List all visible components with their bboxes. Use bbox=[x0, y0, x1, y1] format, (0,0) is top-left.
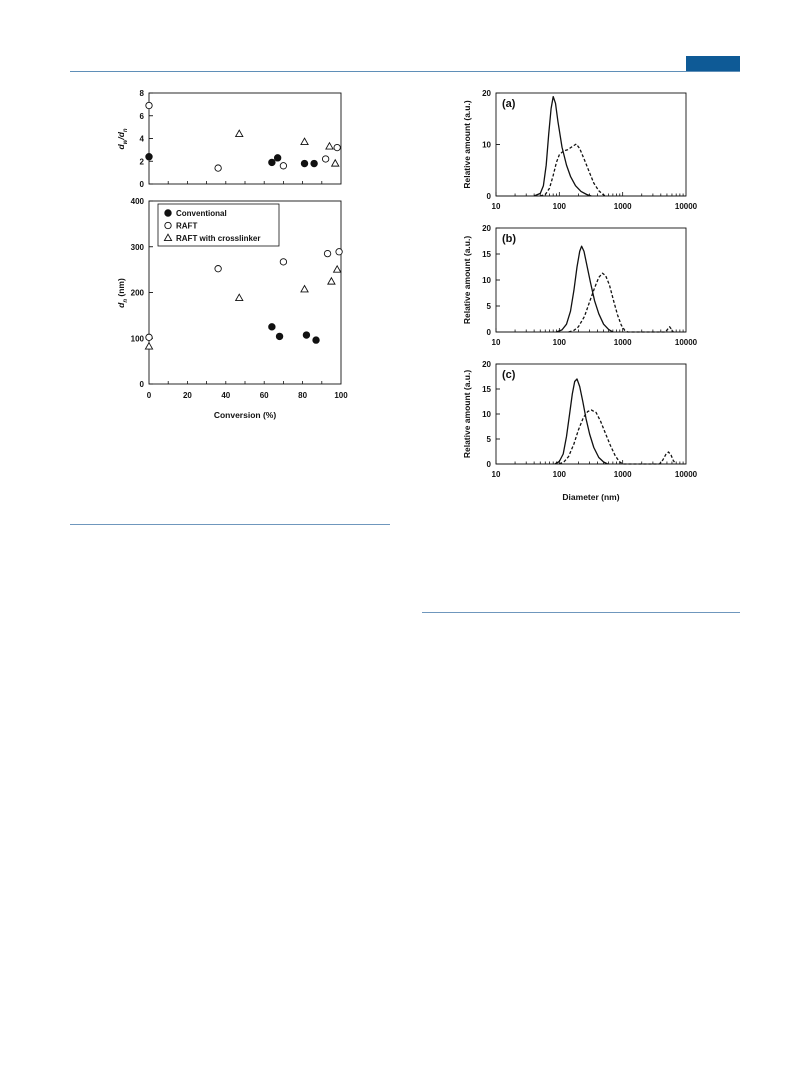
b-x-tick-label: 1000 bbox=[613, 338, 632, 347]
legend-label: RAFT with crosslinker bbox=[176, 234, 261, 243]
c-x-tick-label: 100 bbox=[552, 470, 567, 479]
b-x-tick-label: 10 bbox=[491, 338, 501, 347]
a-plot-frame bbox=[496, 93, 686, 196]
bottom-point-open-circle bbox=[324, 250, 330, 256]
top-point-filled-circle bbox=[311, 160, 317, 166]
c-x-tick-label: 1000 bbox=[613, 470, 632, 479]
b-x-tick-label: 100 bbox=[552, 338, 567, 347]
right-chart bbox=[455, 85, 715, 510]
b-series-solid bbox=[556, 246, 613, 332]
bottom-point-open-triangle bbox=[334, 266, 341, 272]
top-point-open-circle bbox=[280, 163, 286, 169]
top-y-axis-label: $d_w/d_n$ bbox=[116, 128, 129, 150]
right-caption-rule bbox=[422, 612, 740, 613]
b-y-axis-label: Relative amount (a.u.) bbox=[462, 235, 472, 325]
legend-label: Conventional bbox=[176, 209, 227, 218]
bottom-x-tick-label: 100 bbox=[334, 391, 348, 400]
a-panel-label: (a) bbox=[502, 98, 516, 110]
a-series-solid bbox=[534, 97, 591, 196]
bottom-x-tick-label: 60 bbox=[259, 391, 269, 400]
top-point-filled-circle bbox=[301, 160, 307, 166]
bottom-point-open-circle bbox=[215, 266, 221, 272]
top-point-filled-circle bbox=[146, 154, 152, 160]
top-plot-frame bbox=[149, 93, 341, 184]
c-x-tick-label: 10000 bbox=[674, 470, 698, 479]
header-rule bbox=[70, 71, 740, 72]
c-y-tick-label: 15 bbox=[482, 385, 491, 394]
b-x-tick-label: 10000 bbox=[674, 338, 698, 347]
a-x-tick-label: 100 bbox=[552, 202, 567, 211]
bottom-point-open-triangle bbox=[236, 294, 243, 300]
bottom-point-filled-circle bbox=[303, 332, 309, 338]
c-y-axis-label: Relative amount (a.u.) bbox=[462, 369, 472, 459]
b-y-tick-label: 20 bbox=[482, 224, 491, 233]
b-series-dashed bbox=[569, 273, 674, 332]
a-y-tick-label: 20 bbox=[482, 89, 491, 98]
bottom-point-open-triangle bbox=[145, 343, 152, 349]
c-panel-label: (c) bbox=[502, 369, 516, 381]
c-y-tick-label: 10 bbox=[482, 410, 491, 419]
bottom-point-open-triangle bbox=[328, 278, 335, 284]
top-point-filled-circle bbox=[269, 159, 275, 165]
top-y-tick-label: 2 bbox=[139, 157, 144, 167]
c-plot-frame bbox=[496, 364, 686, 464]
bottom-y-tick-label: 200 bbox=[130, 288, 144, 298]
bottom-point-open-circle bbox=[336, 249, 342, 255]
top-y-tick-label: 4 bbox=[139, 134, 144, 144]
b-y-tick-label: 10 bbox=[482, 276, 491, 285]
bottom-y-tick-label: 0 bbox=[139, 380, 144, 389]
c-y-tick-label: 5 bbox=[486, 435, 491, 444]
c-y-tick-label: 0 bbox=[486, 460, 491, 469]
bottom-x-tick-label: 80 bbox=[298, 391, 308, 400]
bottom-x-tick-label: 0 bbox=[146, 391, 152, 400]
b-panel-label: (b) bbox=[502, 233, 517, 245]
right-x-axis-label: Diameter (nm) bbox=[562, 492, 620, 502]
bottom-point-filled-circle bbox=[313, 337, 319, 343]
top-point-open-triangle bbox=[236, 130, 243, 136]
top-point-open-circle bbox=[215, 165, 221, 171]
b-y-tick-label: 5 bbox=[486, 302, 491, 311]
a-y-tick-label: 0 bbox=[486, 192, 491, 201]
top-y-tick-label: 6 bbox=[139, 111, 144, 121]
bottom-point-open-triangle bbox=[301, 285, 308, 291]
bottom-x-tick-label: 40 bbox=[221, 391, 231, 400]
left-chart bbox=[100, 85, 360, 430]
top-point-open-triangle bbox=[326, 143, 333, 149]
top-point-open-triangle bbox=[301, 138, 308, 144]
bottom-point-filled-circle bbox=[276, 333, 282, 339]
legend-marker-filled-circle bbox=[165, 210, 171, 216]
bottom-y-axis-label: $d_n$ (nm) bbox=[116, 278, 129, 308]
a-x-tick-label: 10000 bbox=[674, 202, 698, 211]
c-series-solid bbox=[555, 379, 608, 464]
a-series-dashed bbox=[540, 144, 606, 196]
b-y-tick-label: 0 bbox=[486, 328, 491, 337]
legend-marker-open-circle bbox=[165, 222, 171, 228]
a-x-tick-label: 1000 bbox=[613, 202, 632, 211]
c-y-tick-label: 20 bbox=[482, 360, 491, 369]
top-point-open-circle bbox=[146, 102, 152, 108]
bottom-point-open-circle bbox=[146, 334, 152, 340]
c-series-dashed bbox=[559, 410, 676, 464]
header-color-tab bbox=[686, 56, 740, 71]
top-y-tick-label: 0 bbox=[139, 180, 144, 189]
bottom-x-tick-label: 20 bbox=[182, 391, 192, 400]
top-point-open-triangle bbox=[332, 160, 339, 166]
bottom-y-tick-label: 100 bbox=[130, 334, 144, 344]
b-y-tick-label: 15 bbox=[482, 250, 491, 259]
a-y-axis-label: Relative amount (a.u.) bbox=[462, 100, 472, 189]
b-plot-frame bbox=[496, 228, 686, 332]
legend-label: RAFT bbox=[176, 221, 198, 231]
bottom-y-tick-label: 400 bbox=[130, 197, 144, 206]
top-y-tick-label: 8 bbox=[139, 89, 144, 98]
top-point-open-circle bbox=[322, 156, 328, 162]
a-y-tick-label: 10 bbox=[482, 140, 491, 150]
x-axis-label: Conversion (%) bbox=[213, 410, 277, 420]
c-x-tick-label: 10 bbox=[491, 470, 501, 479]
a-x-tick-label: 10 bbox=[491, 202, 501, 211]
bottom-y-tick-label: 300 bbox=[130, 242, 144, 252]
bottom-point-filled-circle bbox=[269, 324, 275, 330]
top-point-filled-circle bbox=[274, 155, 280, 161]
top-point-open-circle bbox=[334, 144, 340, 150]
bottom-point-open-circle bbox=[280, 259, 286, 265]
left-caption-rule bbox=[70, 524, 390, 525]
